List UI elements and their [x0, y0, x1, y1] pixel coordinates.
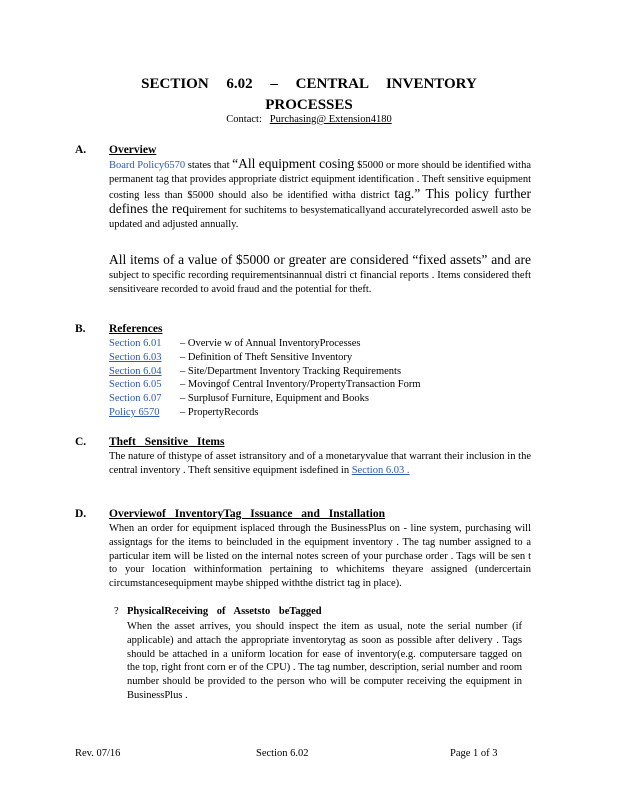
- reference-text: – PropertyRecords: [180, 406, 259, 418]
- reference-text: – Movingof Central Inventory/PropertyTransaction Form: [180, 379, 421, 391]
- bullet-marker: ?: [114, 606, 119, 617]
- reference-item: [109, 406, 421, 420]
- reference-text: – Definition of Theft Sensitive Inventory: [180, 351, 353, 363]
- reference-item: [109, 337, 421, 351]
- contact-label: Contact:: [226, 114, 262, 125]
- board-policy-link[interactable]: Board Policy6570: [109, 160, 186, 171]
- reference-item: [109, 351, 421, 365]
- text: $5000 or more should be identified witha permanent tag that provides appropriate district equipment identification . Theft sensitive equipment costing less than $5000 should also be identified witha district: [109, 160, 531, 201]
- reference-text: – Site/Department Inventory Tracking Requirements: [180, 365, 402, 377]
- reference-link[interactable]: Policy 6570: [109, 406, 160, 418]
- section-d-paragraph: When an order for equipment isplaced through the BusinessPlus on - line system, purchasing will assigntags for the items to beincluded in the equipment inventory . The tag number assigned to a particular item will be listed on the internal notes screen of your purchase order . Tags will be sen t to your location withinformation pertaining to whichitems theyare assigned (undercertain circumstancesequipment maybe shipped withthe district tag in place).: [109, 523, 531, 590]
- reference-link[interactable]: Section 6.07: [109, 393, 162, 405]
- reference-item: [109, 365, 421, 379]
- text: states that: [185, 160, 233, 171]
- reference-item: [109, 392, 421, 406]
- section-a-paragraph1: [109, 157, 531, 232]
- footer-revision: Rev. 07/16: [75, 748, 121, 759]
- reference-text: – Overvie w of Annual InventoryProcesses: [180, 338, 361, 349]
- reference-item: [109, 378, 421, 392]
- page-title-line1: SECTION 6.02 – CENTRAL INVENTORY: [141, 76, 477, 92]
- references-list: [109, 337, 421, 420]
- text-emphasis: tag.” This policy further defines the req: [109, 185, 531, 217]
- text-emphasis: “All equipment cosing: [232, 156, 355, 171]
- footer-page-number: Page 1 of 3: [450, 748, 498, 759]
- reference-link[interactable]: Section 6.01: [109, 338, 162, 349]
- reference-link[interactable]: Section 6.04: [109, 365, 162, 377]
- section-d-heading: Overviewof InventoryTag Issuance and Installation: [109, 508, 385, 520]
- section-c-heading: Theft Sensitive Items: [109, 436, 225, 448]
- reference-text: – Surplusof Furniture, Equipment and Books: [180, 393, 369, 405]
- bullet-paragraph: When the asset arrives, you should inspect the item as usual, note the serial number (if applicable) and attach the appropriate inventorytag as soon as possible after delivery . Tags should be attached in a uniform location for ease of inventory(e.g. computersare tagged on the top, right front corn er of the CPU) . The tag number, description, serial number and room number should be provided to the person who will be computer receiving the equipment in BusinessPlus .: [127, 621, 522, 701]
- section-b-letter: B.: [75, 323, 86, 335]
- text: The nature of thistype of asset istransitory and of a monetaryvalue that warrant their inclusion in the central inventory . Theft sensitive equipment isdefined in: [109, 451, 531, 476]
- contact-value: Purchasing@ Extension4180: [269, 114, 392, 125]
- text: uirement for suchitems to besystematicallyand accuratelyrecorded aswell asto be updated and adjusted annually.: [109, 205, 532, 231]
- footer-section: Section 6.02: [256, 748, 309, 759]
- reference-link[interactable]: Section 6.03: [109, 351, 162, 363]
- text-emphasis: All items of a value of $5000 or greater are considered “fixed assets” and are: [109, 252, 531, 267]
- bullet-heading: PhysicalReceiving of Assetsto beTagged: [127, 606, 322, 617]
- section-a-paragraph2: [109, 253, 531, 296]
- section-d-letter: D.: [75, 508, 87, 520]
- section-a-letter: A.: [75, 144, 87, 156]
- page-title-line2: PROCESSES: [265, 97, 353, 113]
- section-b-heading: References: [109, 323, 163, 335]
- section-c-letter: C.: [75, 436, 87, 448]
- text: subject to specific recording requirementsinannual distri ct financial reports . Items considered theft sensitiveare recorded to avoid fraud and the potential for theft.: [109, 269, 531, 295]
- reference-link[interactable]: Section 6.05: [109, 379, 162, 391]
- section-c-paragraph: [109, 450, 531, 478]
- contact-line: [0, 114, 618, 125]
- section-603-link[interactable]: Section 6.03 .: [351, 464, 410, 476]
- section-a-heading: Overview: [109, 144, 157, 156]
